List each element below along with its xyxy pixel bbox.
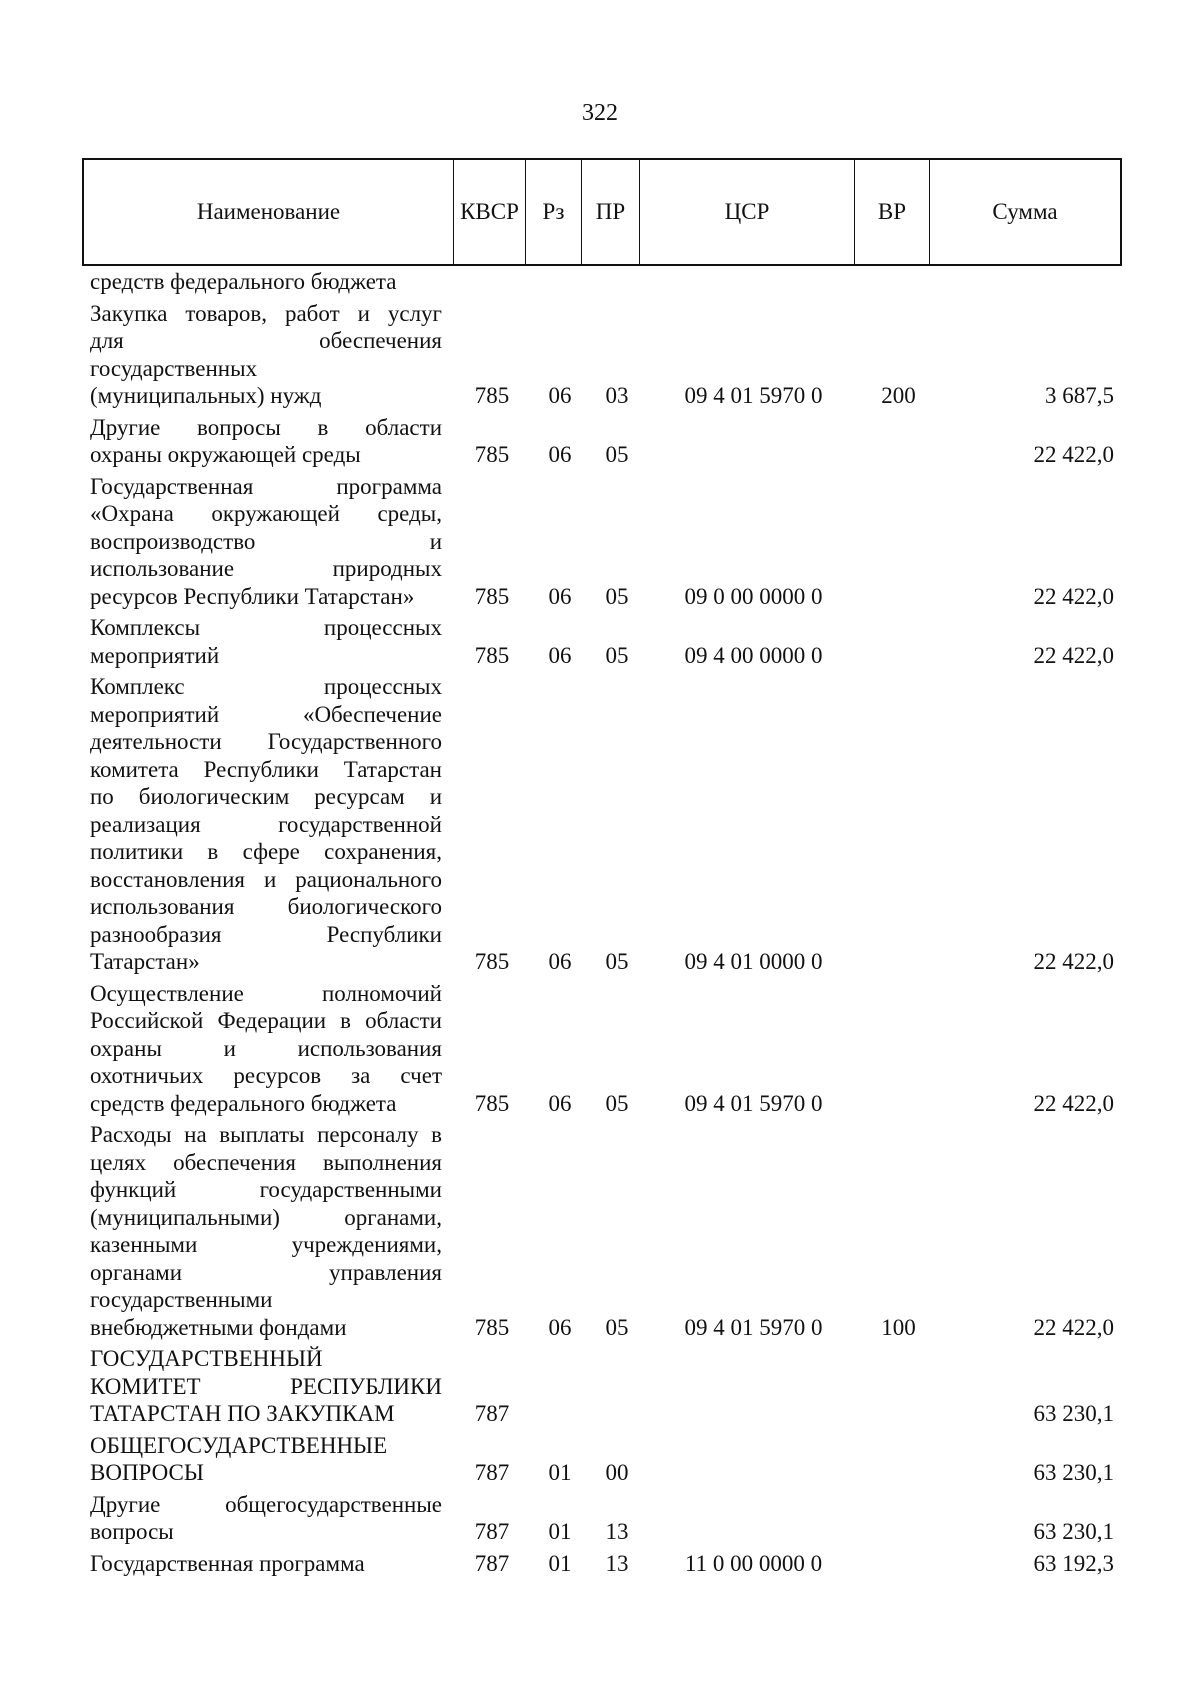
table-row	[90, 300, 1120, 410]
row-name-line: охраны окружающей среды	[90, 442, 361, 467]
row-name-line: Закупка товаров, работ и услуг	[90, 300, 442, 326]
row-name-line: восстановления и рационального	[90, 866, 442, 892]
row-csr: 09 4 01 5970 0	[684, 1090, 823, 1116]
row-name-line: средств федерального бюджета	[90, 1090, 397, 1116]
table-row	[90, 1345, 1120, 1428]
row-name-line: использования биологического	[90, 894, 442, 919]
row-name-line: Российской Федерации в области	[90, 1008, 442, 1033]
row-name	[90, 1345, 442, 1428]
row-sum: 22 422,0	[1033, 642, 1114, 668]
row-kvsr: 787	[474, 1519, 510, 1544]
row-sum: 22 422,0	[1033, 1314, 1114, 1340]
row-sum: 3 687,5	[1045, 383, 1114, 408]
row-kvsr: 785	[474, 583, 510, 609]
row-name-line: комитета Республики Татарстан	[90, 756, 442, 782]
row-pr: 13	[605, 1550, 629, 1576]
table-row	[90, 614, 1120, 669]
row-name-line: Комплекс процессных	[90, 674, 442, 699]
table-row	[90, 980, 1120, 1118]
row-rz: 01	[548, 1460, 572, 1485]
row-name-line: государственных	[90, 355, 258, 381]
row-sum: 63 192,3	[1033, 1550, 1114, 1576]
row-sum: 63 230,1	[1033, 1401, 1114, 1426]
header-pr: ПР	[582, 160, 640, 264]
row-name-line: государственными	[90, 1287, 273, 1312]
row-name-line: использование природных	[90, 556, 442, 581]
row-name-line: охраны и использования	[90, 1035, 442, 1061]
row-name	[90, 1550, 442, 1578]
row-pr: 00	[605, 1460, 629, 1485]
row-name	[90, 268, 442, 296]
row-name-line: ГОСУДАРСТВЕННЫЙ	[90, 1346, 323, 1371]
table-row	[90, 1121, 1120, 1341]
row-rz: 06	[548, 949, 572, 974]
row-pr: 13	[605, 1519, 629, 1544]
row-name-line: для обеспечения	[90, 328, 442, 353]
table-row	[90, 1550, 1120, 1578]
row-pr: 05	[605, 642, 629, 668]
row-csr: 09 4 01 5970 0	[684, 1314, 823, 1340]
row-name-line: казенными учреждениями,	[90, 1232, 442, 1257]
row-name-line: по биологическим ресурсам и	[90, 784, 442, 809]
row-name-line: деятельности Государственного	[90, 729, 442, 754]
row-name	[90, 673, 442, 976]
row-name-line: Осуществление полномочий	[90, 980, 442, 1006]
table-row	[90, 673, 1120, 976]
row-name-line: вопросы	[90, 1519, 174, 1544]
row-name-line: Расходы на выплаты персоналу в	[90, 1122, 442, 1147]
row-name-line: ВОПРОСЫ	[90, 1460, 204, 1485]
row-rz: 06	[548, 383, 572, 408]
row-name-line: средств федерального бюджета	[90, 269, 397, 294]
row-name-line: охотничьих ресурсов за счет	[90, 1063, 442, 1088]
row-csr: 11 0 00 0000 0	[684, 1550, 823, 1576]
header-name: Наименование	[84, 160, 454, 264]
row-kvsr: 787	[474, 1401, 510, 1426]
header-csr: ЦСР	[640, 160, 855, 264]
row-name-line: (муниципальных) нужд	[90, 383, 322, 408]
row-kvsr: 787	[474, 1460, 510, 1485]
row-kvsr: 787	[474, 1550, 510, 1576]
row-name-line: разнообразия Республики	[90, 921, 442, 947]
row-name-line: ресурсов Республики Татарстан»	[90, 583, 415, 609]
row-rz: 06	[548, 1314, 572, 1340]
row-sum: 22 422,0	[1033, 583, 1114, 609]
row-name-line: органами управления	[90, 1259, 442, 1285]
row-name-line: политики в сфере сохранения,	[90, 839, 442, 864]
table-header	[82, 158, 1122, 266]
row-pr: 05	[605, 949, 629, 974]
row-name	[90, 1121, 442, 1341]
row-csr: 09 0 00 0000 0	[684, 583, 823, 609]
row-name-line: ТАТАРСТАН ПО ЗАКУПКАМ	[90, 1401, 395, 1426]
header-kvsr: КВСР	[454, 160, 526, 264]
row-name-line: Государственная программа	[90, 1550, 365, 1576]
row-rz: 06	[548, 642, 572, 668]
row-name-line: ОБЩЕГОСУДАРСТВЕННЫЕ	[90, 1432, 388, 1458]
row-name-line: внебюджетными фондами	[90, 1314, 347, 1340]
table-row	[90, 268, 1120, 296]
row-vr: 200	[881, 383, 916, 408]
row-kvsr: 785	[474, 1314, 510, 1340]
row-csr: 09 4 01 5970 0	[684, 383, 823, 408]
row-name	[90, 473, 442, 611]
row-name	[90, 300, 442, 410]
row-name	[90, 1491, 442, 1546]
row-name-line: Государственная программа	[90, 473, 442, 499]
table-body	[90, 268, 1120, 1581]
row-kvsr: 785	[474, 442, 510, 467]
table-row	[90, 473, 1120, 611]
row-name	[90, 614, 442, 669]
row-name-line: функций государственными	[90, 1177, 442, 1202]
row-name-line: КОМИТЕТ РЕСПУБЛИКИ	[90, 1373, 442, 1399]
table-row	[90, 1491, 1120, 1546]
row-name-line: воспроизводство и	[90, 528, 442, 554]
row-kvsr: 785	[474, 949, 510, 974]
row-name-line: реализация государственной	[90, 811, 442, 837]
row-csr: 09 4 00 0000 0	[684, 642, 823, 668]
row-sum: 22 422,0	[1033, 949, 1114, 974]
row-csr: 09 4 01 0000 0	[684, 949, 823, 974]
row-sum: 22 422,0	[1033, 1090, 1114, 1116]
row-rz: 06	[548, 442, 572, 467]
row-kvsr: 785	[474, 642, 510, 668]
table-row	[90, 1432, 1120, 1487]
row-sum: 63 230,1	[1033, 1519, 1114, 1544]
row-name	[90, 980, 442, 1118]
row-name-line: Другие вопросы в области	[90, 414, 442, 440]
row-name-line: «Охрана окружающей среды,	[90, 501, 442, 526]
row-name	[90, 414, 442, 469]
row-name-line: Татарстан»	[90, 949, 200, 974]
row-rz: 06	[548, 1090, 572, 1116]
row-pr: 05	[605, 1090, 629, 1116]
table-row	[90, 414, 1120, 469]
header-vr: ВР	[855, 160, 930, 264]
row-pr: 05	[605, 583, 629, 609]
header-rz: Рз	[526, 160, 582, 264]
row-pr: 05	[605, 1314, 629, 1340]
header-sum: Сумма	[992, 199, 1058, 224]
row-sum: 63 230,1	[1033, 1460, 1114, 1485]
row-rz: 01	[548, 1550, 572, 1576]
row-rz: 06	[548, 583, 572, 609]
row-pr: 03	[605, 383, 629, 408]
row-rz: 01	[548, 1519, 572, 1544]
row-name-line: мероприятий «Обеспечение	[90, 701, 442, 727]
row-name-line: мероприятий	[90, 642, 220, 668]
row-vr: 100	[881, 1314, 916, 1340]
row-pr: 05	[605, 442, 629, 467]
row-name-line: (муниципальными) органами,	[90, 1204, 442, 1230]
row-kvsr: 785	[474, 1090, 510, 1116]
row-name-line: целях обеспечения выполнения	[90, 1149, 442, 1175]
row-name	[90, 1432, 442, 1487]
row-sum: 22 422,0	[1033, 442, 1114, 467]
row-kvsr: 785	[474, 383, 510, 408]
row-name-line: Комплексы процессных	[90, 615, 442, 640]
page-number: 322	[582, 100, 618, 126]
row-name-line: Другие общегосударственные	[90, 1491, 442, 1517]
